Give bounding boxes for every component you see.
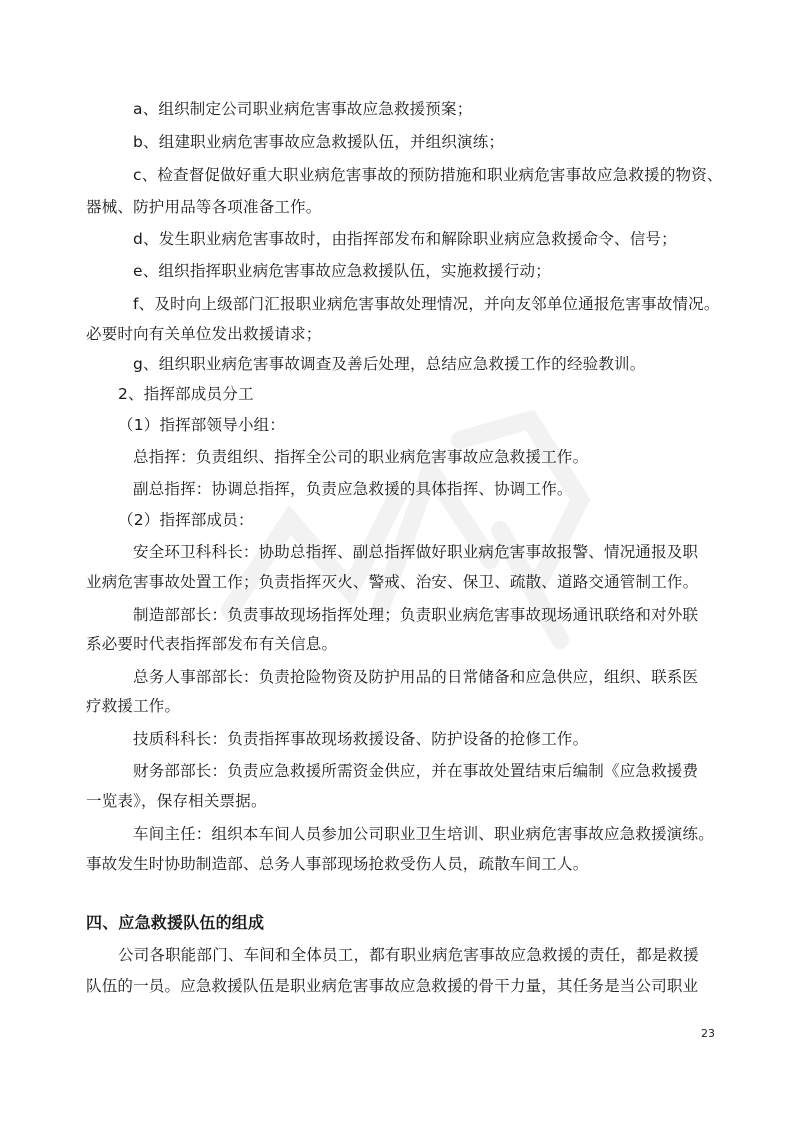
page-number: 23	[701, 1027, 715, 1040]
subheading-1: （1）指挥部领导小组：	[118, 416, 286, 434]
text-line-a: a、组织制定公司职业病危害事故应急救援预案；	[133, 100, 473, 118]
text-line-hr: 总务人事部部长：负责抢险物资及防护用品的日常储备和应急供应，组织、联系医	[133, 668, 699, 686]
text-line-c-cont: 器械、防护用品等各项准备工作。	[86, 198, 322, 216]
text-line-workshop-cont: 事故发生时协助制造部、总务人事部现场抢救受伤人员，疏散车间工人。	[86, 855, 589, 873]
section-heading-4: 四、应急救援队伍的组成	[86, 913, 265, 932]
text-line-f-cont: 必要时向有关单位发出救援请求；	[86, 325, 322, 343]
text-line-finance-cont: 一览表》，保存相关票据。	[86, 792, 267, 810]
text-line-para-1: 公司各职能部门、车间和全体员工，都有职业病危害事故应急救援的责任，都是救援	[118, 946, 699, 964]
text-line-g: g、组织职业病危害事故调查及善后处理，总结应急救援工作的经验教训。	[133, 355, 646, 373]
section-heading-2: 2、指挥部成员分工	[118, 385, 254, 403]
text-line-manufacturing-cont: 系必要时代表指挥部发布有关信息。	[86, 635, 338, 653]
text-line-hr-cont: 疗救援工作。	[86, 697, 181, 715]
text-line-safety-chief: 安全环卫科科长：协助总指挥、副总指挥做好职业病危害事故报警、情况通报及职	[133, 543, 699, 561]
text-line-manufacturing: 制造部部长：负责事故现场指挥处理；负责职业病危害事故现场通讯联络和对外联	[133, 606, 699, 624]
text-line-deputy: 副总指挥：协调总指挥，负责应急救援的具体指挥、协调工作。	[133, 480, 573, 498]
text-line-commander: 总指挥：负责组织、指挥全公司的职业病危害事故应急救援工作。	[133, 448, 589, 466]
text-line-d: d、发生职业病危害事故时，由指挥部发布和解除职业病应急救援命令、信号；	[133, 230, 677, 248]
text-line-e: e、组织指挥职业病危害事故应急救援队伍，实施救援行动；	[133, 262, 551, 280]
text-line-quality: 技质科科长：负责指挥事故现场救援设备、防护设备的抢修工作。	[133, 730, 589, 748]
text-line-finance: 财务部部长：负责应急救援所需资金供应，并在事故处置结束后编制《应急救援费	[133, 762, 699, 780]
text-line-para-2: 队伍的一员。应急救援队伍是职业病危害事故应急救援的骨干力量，其任务是当公司职业	[86, 977, 699, 995]
text-line-workshop: 车间主任：组织本车间人员参加公司职业卫生培训、职业病危害事故应急救援演练。	[133, 825, 714, 843]
text-line-b: b、组建职业病危害事故应急救援队伍，并组织演练；	[133, 133, 505, 151]
text-line-f: f、及时向上级部门汇报职业病危害事故处理情况，并向友邻单位通报危害事故情况。	[133, 295, 720, 313]
subheading-2: （2）指挥部成员：	[118, 511, 254, 529]
text-line-c: c、检查督促做好重大职业病危害事故的预防措施和职业病危害事故应急救援的物资、	[133, 166, 723, 184]
text-line-safety-chief-cont: 业病危害事故处置工作；负责指挥灭火、警戒、治安、保卫、疏散、道路交通管制工作。	[86, 573, 699, 591]
